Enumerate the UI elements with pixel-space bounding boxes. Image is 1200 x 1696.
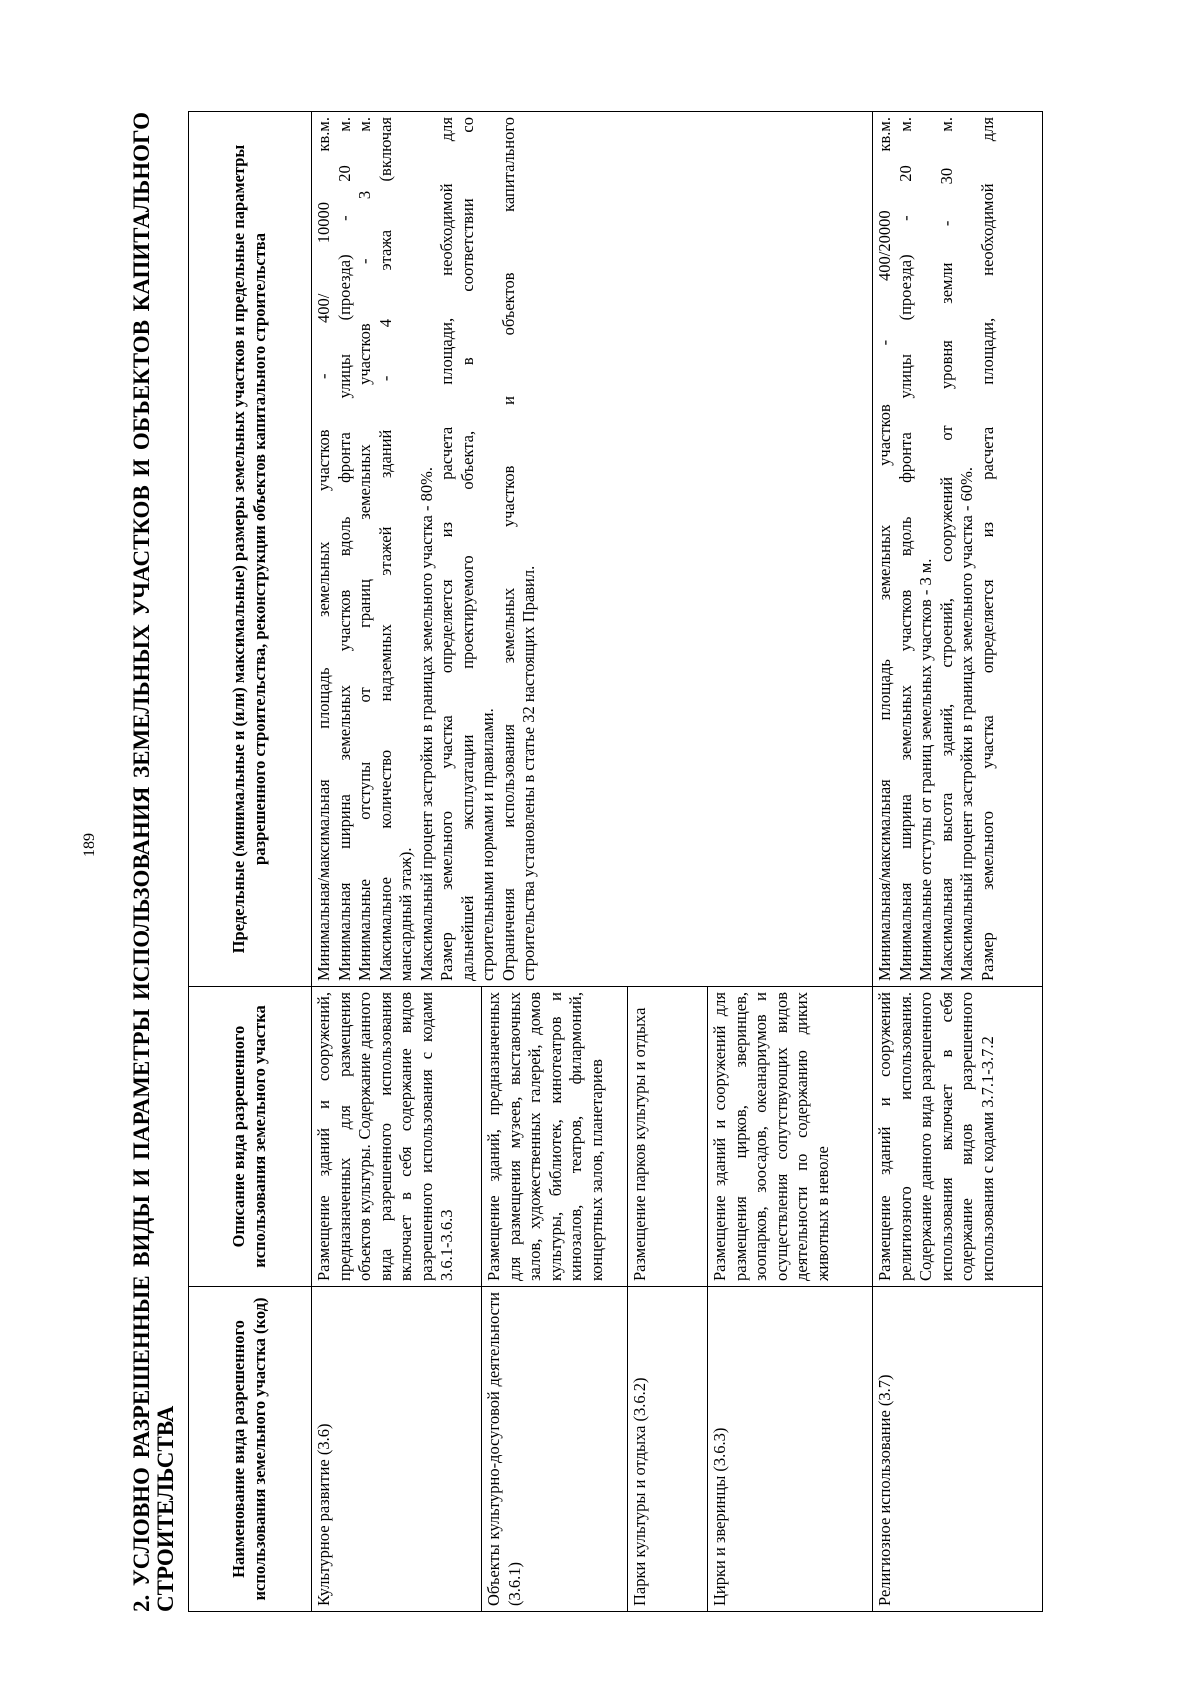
parameter-line: дальнейшей эксплуатации проектируемого объекта, в соответствии со <box>457 117 477 981</box>
header-parameters: Предельные (минимальные и (или) максимальные) размеры земельных участков и предельные параметры разрешенного строительства, реконструкции объектов капитального строительства <box>189 112 312 987</box>
parameter-line: строительства установлены в статье 32 настоящих Правил. <box>519 565 538 981</box>
parameter-line: Минимальные отступы от границ земельных участков - 3 м. <box>916 558 935 981</box>
rotated-page-content <box>130 112 1120 1612</box>
use-description-cell: Размещение парков культуры и отдыха <box>628 987 708 1287</box>
parameter-line: Минимальная/максимальная площадь земельных участков - 400/ 10000 кв.м. <box>314 117 333 981</box>
parameter-line: Максимальное количество надземных этажей зданий - 4 этажа (включая <box>375 117 395 981</box>
parameter-line: Максимальный процент застройки в границах земельного участка - 80%. <box>416 467 436 981</box>
parameter-line: Размер земельного участка определяется из расчета площади, необходимой для <box>437 117 456 981</box>
header-use-name: Наименование вида разрешенного использования земельного участка (код) <box>189 1287 312 1612</box>
use-name-cell: Культурное развитие (3.6) <box>312 1287 482 1612</box>
page-number: 189 <box>81 833 98 857</box>
parameter-line: Ограничения использования земельных участков и объектов капитального <box>498 117 518 981</box>
parameter-line: Максимальная высота зданий, строений, сооружений от уровня земли - 30 м. <box>936 117 956 981</box>
use-name-cell: Цирки и зверинцы (3.6.3) <box>708 1287 873 1612</box>
use-description-cell: Размещение зданий и сооружений для размещения цирков, зверинцев, зоопарков, зоосадов, океанариумов и осуществления сопутствующих видов деятельности по содержанию диких животных в неволе <box>708 987 873 1287</box>
use-name-cell: Религиозное использование (3.7) <box>873 1287 1043 1612</box>
use-description-cell: Размещение зданий, предназначенных для размещения музеев, выставочных залов, художественных галерей, домов культуры, библиотек, кинотеатров и кинозалов, театров, филармоний, концертных залов, планетариев <box>482 987 628 1287</box>
table-row <box>873 112 1043 1612</box>
parameter-line: Минимальные отступы от границ земельных участков - 3 м. <box>355 117 374 981</box>
use-name-cell: Парки культуры и отдыха (3.6.2) <box>628 1287 708 1612</box>
use-description-cell: Размещение зданий и сооружений, предназначенных для размещения объектов культуры. Содержание данного вида разрешенного использования включает в себя содержание видов разрешенного использования с кодами 3.6.1-3.6.3 <box>312 987 482 1287</box>
table-row <box>312 112 482 1612</box>
parameter-line: мансардный этаж). <box>396 847 415 981</box>
parameters-cell <box>312 112 873 987</box>
parameter-line: Минимальная ширина земельных участков вдоль фронта улицы (проезда) - 20 м. <box>895 117 915 981</box>
parameter-line: Минимальная ширина земельных участков вдоль фронта улицы (проезда) - 20 м. <box>334 117 354 981</box>
parameters-cell <box>873 112 1043 987</box>
header-use-description: Описание вида разрешенного использования земельного участка <box>189 987 312 1287</box>
table-header-row <box>189 112 312 1612</box>
use-name-cell: Объекты культурно-досуговой деятельности (3.6.1) <box>482 1287 628 1612</box>
parameter-line: строительными нормами и правилами. <box>478 708 497 981</box>
use-description-cell: Размещение зданий и сооружений религиозного использования. Содержание данного вида разрешенного использования включает в себя содержание видов разрешенного использования с кодами 3.7.1-3.7.2 <box>873 987 1043 1287</box>
parameter-line: Размер земельного участка определяется из расчета площади, необходимой для <box>977 117 997 981</box>
parameter-line: Максимальный процент застройки в границах земельного участка - 60%. <box>957 467 976 981</box>
section-heading: 2. УСЛОВНО РАЗРЕШЕННЫЕ ВИДЫ И ПАРАМЕТРЫ ИСПОЛЬЗОВАНИЯ ЗЕМЕЛЬНЫХ УЧАСТКОВ И ОБЪЕКТОВ КАПИТАЛЬНОГО СТРОИТЕЛЬСТВА <box>129 112 178 1612</box>
permitted-use-table <box>188 111 1043 1612</box>
parameter-line: Минимальная/максимальная площадь земельных участков - 400/20000 кв.м. <box>875 117 894 981</box>
